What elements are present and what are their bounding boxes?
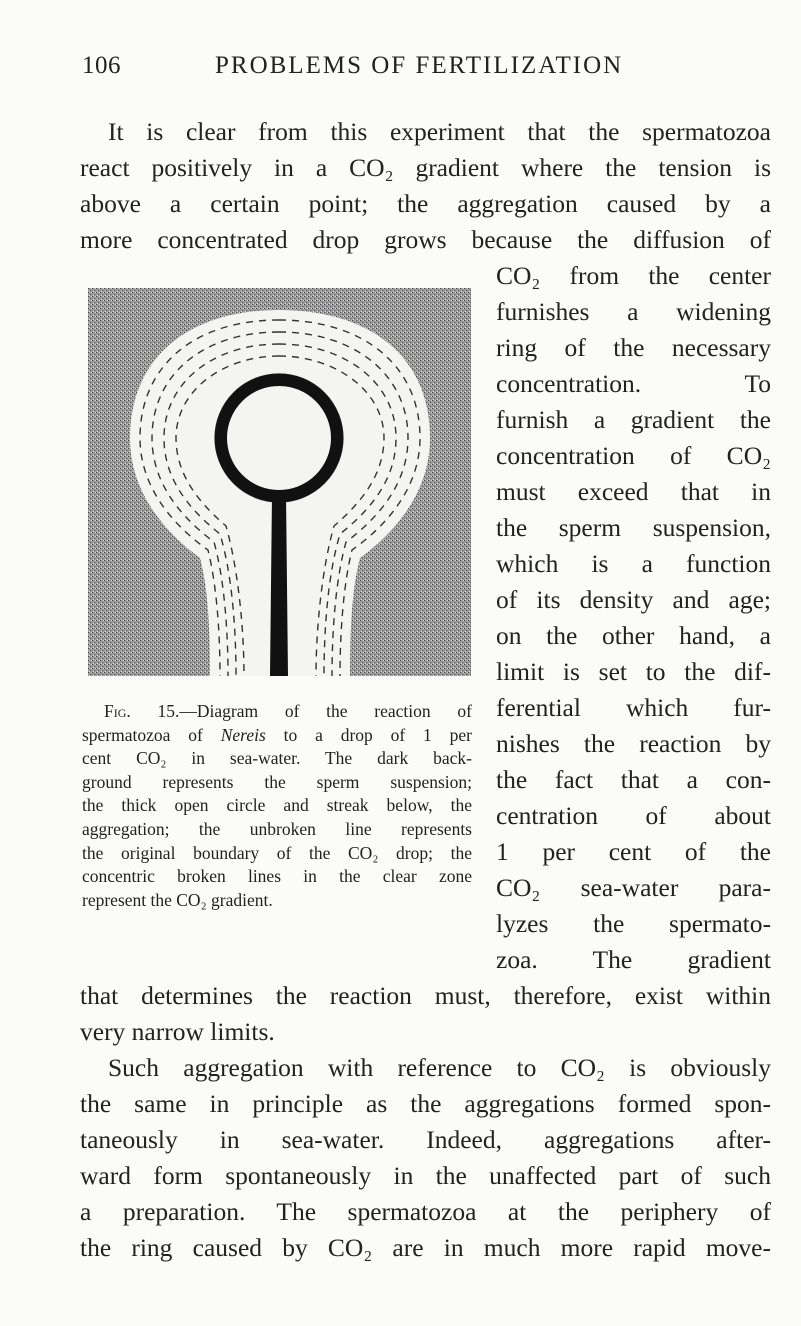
page-header <box>0 52 801 92</box>
body-line: more concentrated drop grows because the diffusion of <box>80 225 771 254</box>
body-line: of its density and age; <box>496 585 771 614</box>
body-line: the fact that a con- <box>496 765 771 794</box>
body-line: which is a function <box>496 549 771 578</box>
body-line: a preparation. The spermatozoa at the periphery of <box>80 1197 771 1226</box>
caption-line: Fig. 15.—Diagram of the reaction of <box>104 701 472 721</box>
genus-name: Nereis <box>220 724 266 745</box>
body-line: furnishes a widening <box>496 297 771 326</box>
body-line: furnish a gradient the <box>496 405 771 434</box>
body-line: ward form spontaneously in the unaffected part of such <box>80 1161 771 1190</box>
body-line: It is clear from this experiment that the spermatozoa <box>108 117 771 146</box>
sperm-aggregation-diagram <box>88 288 471 676</box>
caption-line: ground represents the sperm suspension; <box>82 771 472 792</box>
caption-line: the thick open circle and streak below, the <box>82 795 472 816</box>
body-line: on the other hand, a <box>496 621 771 650</box>
body-line: lyzes the spermato- <box>496 909 771 938</box>
caption-label: Fig. 15. <box>104 701 180 721</box>
body-line: concentration. To <box>496 369 771 398</box>
body-line: above a certain point; the aggregation caused by a <box>80 189 771 218</box>
body-line: ferential which fur- <box>496 693 771 722</box>
caption-line: spermatozoa of Nereis to a drop of 1 per <box>82 724 472 745</box>
caption-line: the original boundary of the CO₂ drop; the <box>82 842 472 863</box>
body-line: zoa. The gradient <box>496 945 771 974</box>
body-line: that determines the reaction must, therefore, exist within <box>80 981 771 1010</box>
body-line: ring of the necessary <box>496 333 771 362</box>
body-line: the sperm suspension, <box>496 513 771 542</box>
caption-line: cent CO₂ in sea-water. The dark back- <box>82 748 472 769</box>
caption-line: represent the CO₂ gradient. <box>82 889 273 910</box>
body-line: taneously in sea-water. Indeed, aggregations after- <box>80 1125 771 1154</box>
body-line: Such aggregation with reference to CO₂ is obviously <box>108 1053 771 1082</box>
body-line: nishes the reaction by <box>496 729 771 758</box>
body-line: the same in principle as the aggregations formed spon- <box>80 1089 771 1118</box>
body-line: must exceed that in <box>496 477 771 506</box>
caption-line: concentric broken lines in the clear zone <box>82 866 472 887</box>
body-line: the ring caused by CO₂ are in much more rapid move- <box>80 1233 771 1262</box>
body-line: concentration of CO₂ <box>496 441 771 470</box>
body-line: CO₂ from the center <box>496 261 771 290</box>
body-line: limit is set to the dif- <box>496 657 771 686</box>
aggregation-streak <box>270 494 288 676</box>
body-line: very narrow limits. <box>80 1017 275 1046</box>
caption-line: aggregation; the unbroken line represents <box>82 818 472 839</box>
page-number: 106 <box>82 52 121 79</box>
figure-caption <box>82 700 472 912</box>
body-line: 1 per cent of the <box>496 837 771 866</box>
running-head: PROBLEMS OF FERTILIZATION <box>215 52 624 79</box>
body-line: CO₂ sea-water para- <box>496 873 771 902</box>
body-line: centration of about <box>496 801 771 830</box>
body-line: react positively in a CO₂ gradient where the tension is <box>80 153 771 182</box>
figure-15-diagram <box>88 288 471 676</box>
